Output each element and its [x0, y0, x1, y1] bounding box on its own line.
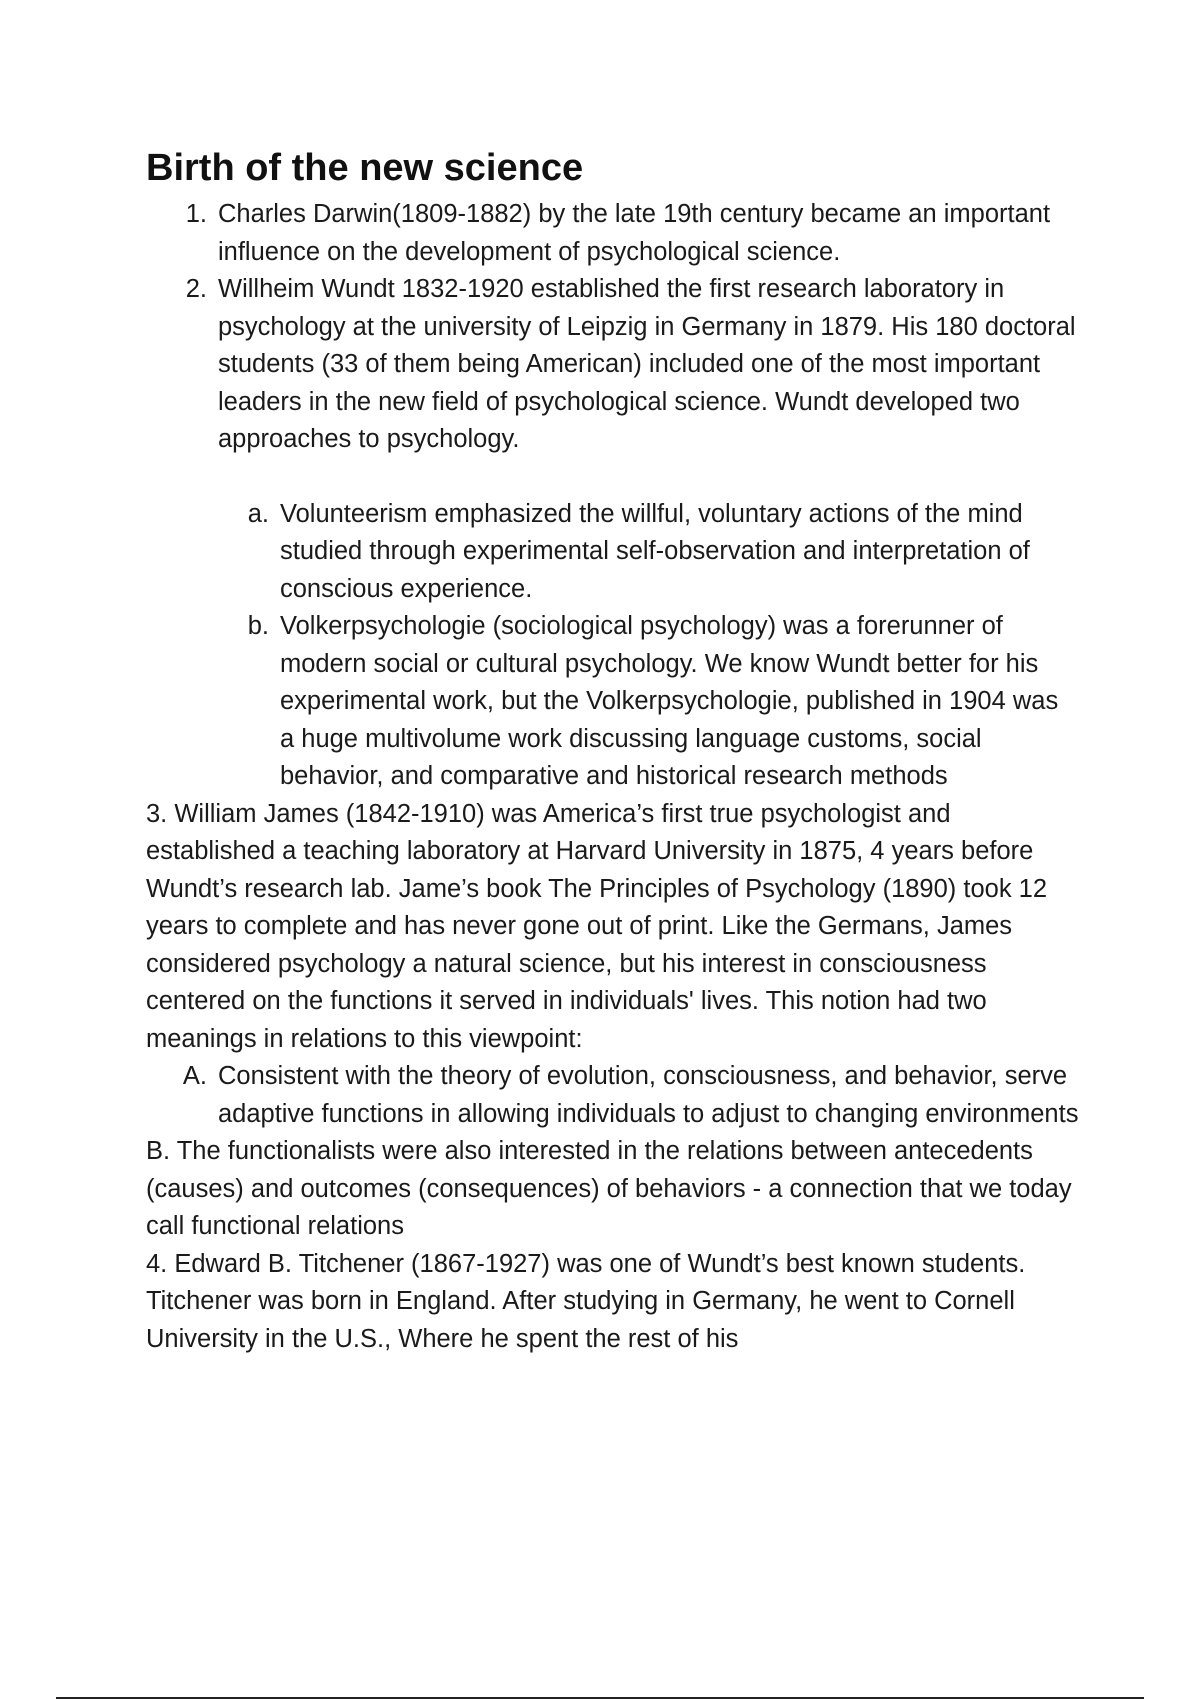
paragraph-functionalists: B. The functionalists were also interested in the relations between antecedents (causes) and outcomes (consequences) of behaviors - a connection that we today call functional relations [146, 1137, 1072, 1240]
list-marker: a. [247, 499, 269, 528]
paragraph-titchener: 4. Edward B. Titchener (1867-1927) was one of Wundt’s best known students. Titchener was born in England. After studying in Germany, he went to Cornell University in the U.S., Where he spent the rest of his [146, 1249, 1026, 1353]
list-marker: 1. [185, 200, 207, 228]
list-marker: b. [247, 612, 269, 640]
sub-list-item-a [218, 496, 1106, 609]
list-item-text: Volunteerism emphasized the willful, voluntary actions of the mind studied through experimental self-observation and interpretation of conscious experience. [280, 499, 1030, 603]
list-marker: 2. [185, 275, 207, 303]
page-bottom-rule [56, 1697, 1144, 1699]
blank-line [146, 459, 1106, 496]
list-item-text: Willheim Wundt 1832-1920 established the first research laboratory in psychology at the university of Leipzig in Germany in 1879. His 180 doctoral students (33 of them being American) included one of the most important leaders in the new field of psychological science. Wundt developed two approaches to psychology. [218, 275, 1076, 453]
paragraph-william-james: 3. William James (1842-1910) was America’s first true psychologist and established a teaching laboratory at Harvard University in 1875, 4 years before Wundt’s research lab. Jame’s book The Principles of Psychology (1890) took 12 years to complete and has never gone out of print. Like the Germans, James considered psychology a natural science, but his interest in consciousness centered on the functions it served in individuals' lives. This notion had two meanings in relations to this viewpoint: [146, 799, 1048, 1053]
list-item-text: Volkerpsychologie (sociological psychology) was a forerunner of modern social or cultural psychology. We know Wundt better for his experimental work, but the Volkerpsychologie, published in 1904 was a huge multivolume work discussing language customs, social behavior, and comparative and historical research methods [280, 612, 1059, 790]
document-body [146, 196, 1106, 1358]
sub-list-item-b [218, 608, 1106, 796]
numbered-list-item-1 [146, 196, 1106, 271]
document-page [146, 142, 1106, 1358]
numbered-list-item-2 [146, 271, 1106, 459]
list-marker: A. [182, 1062, 207, 1090]
list-item-text: Consistent with the theory of evolution, consciousness, and behavior, serve adaptive functions in allowing individuals to adjust to changing environments [218, 1062, 1079, 1128]
list-item-text: Charles Darwin(1809-1882) by the late 19th century became an important influence on the development of psychological science. [218, 200, 1051, 266]
lettered-list-item-a [146, 1058, 1106, 1133]
page-title: Birth of the new science [146, 147, 584, 189]
